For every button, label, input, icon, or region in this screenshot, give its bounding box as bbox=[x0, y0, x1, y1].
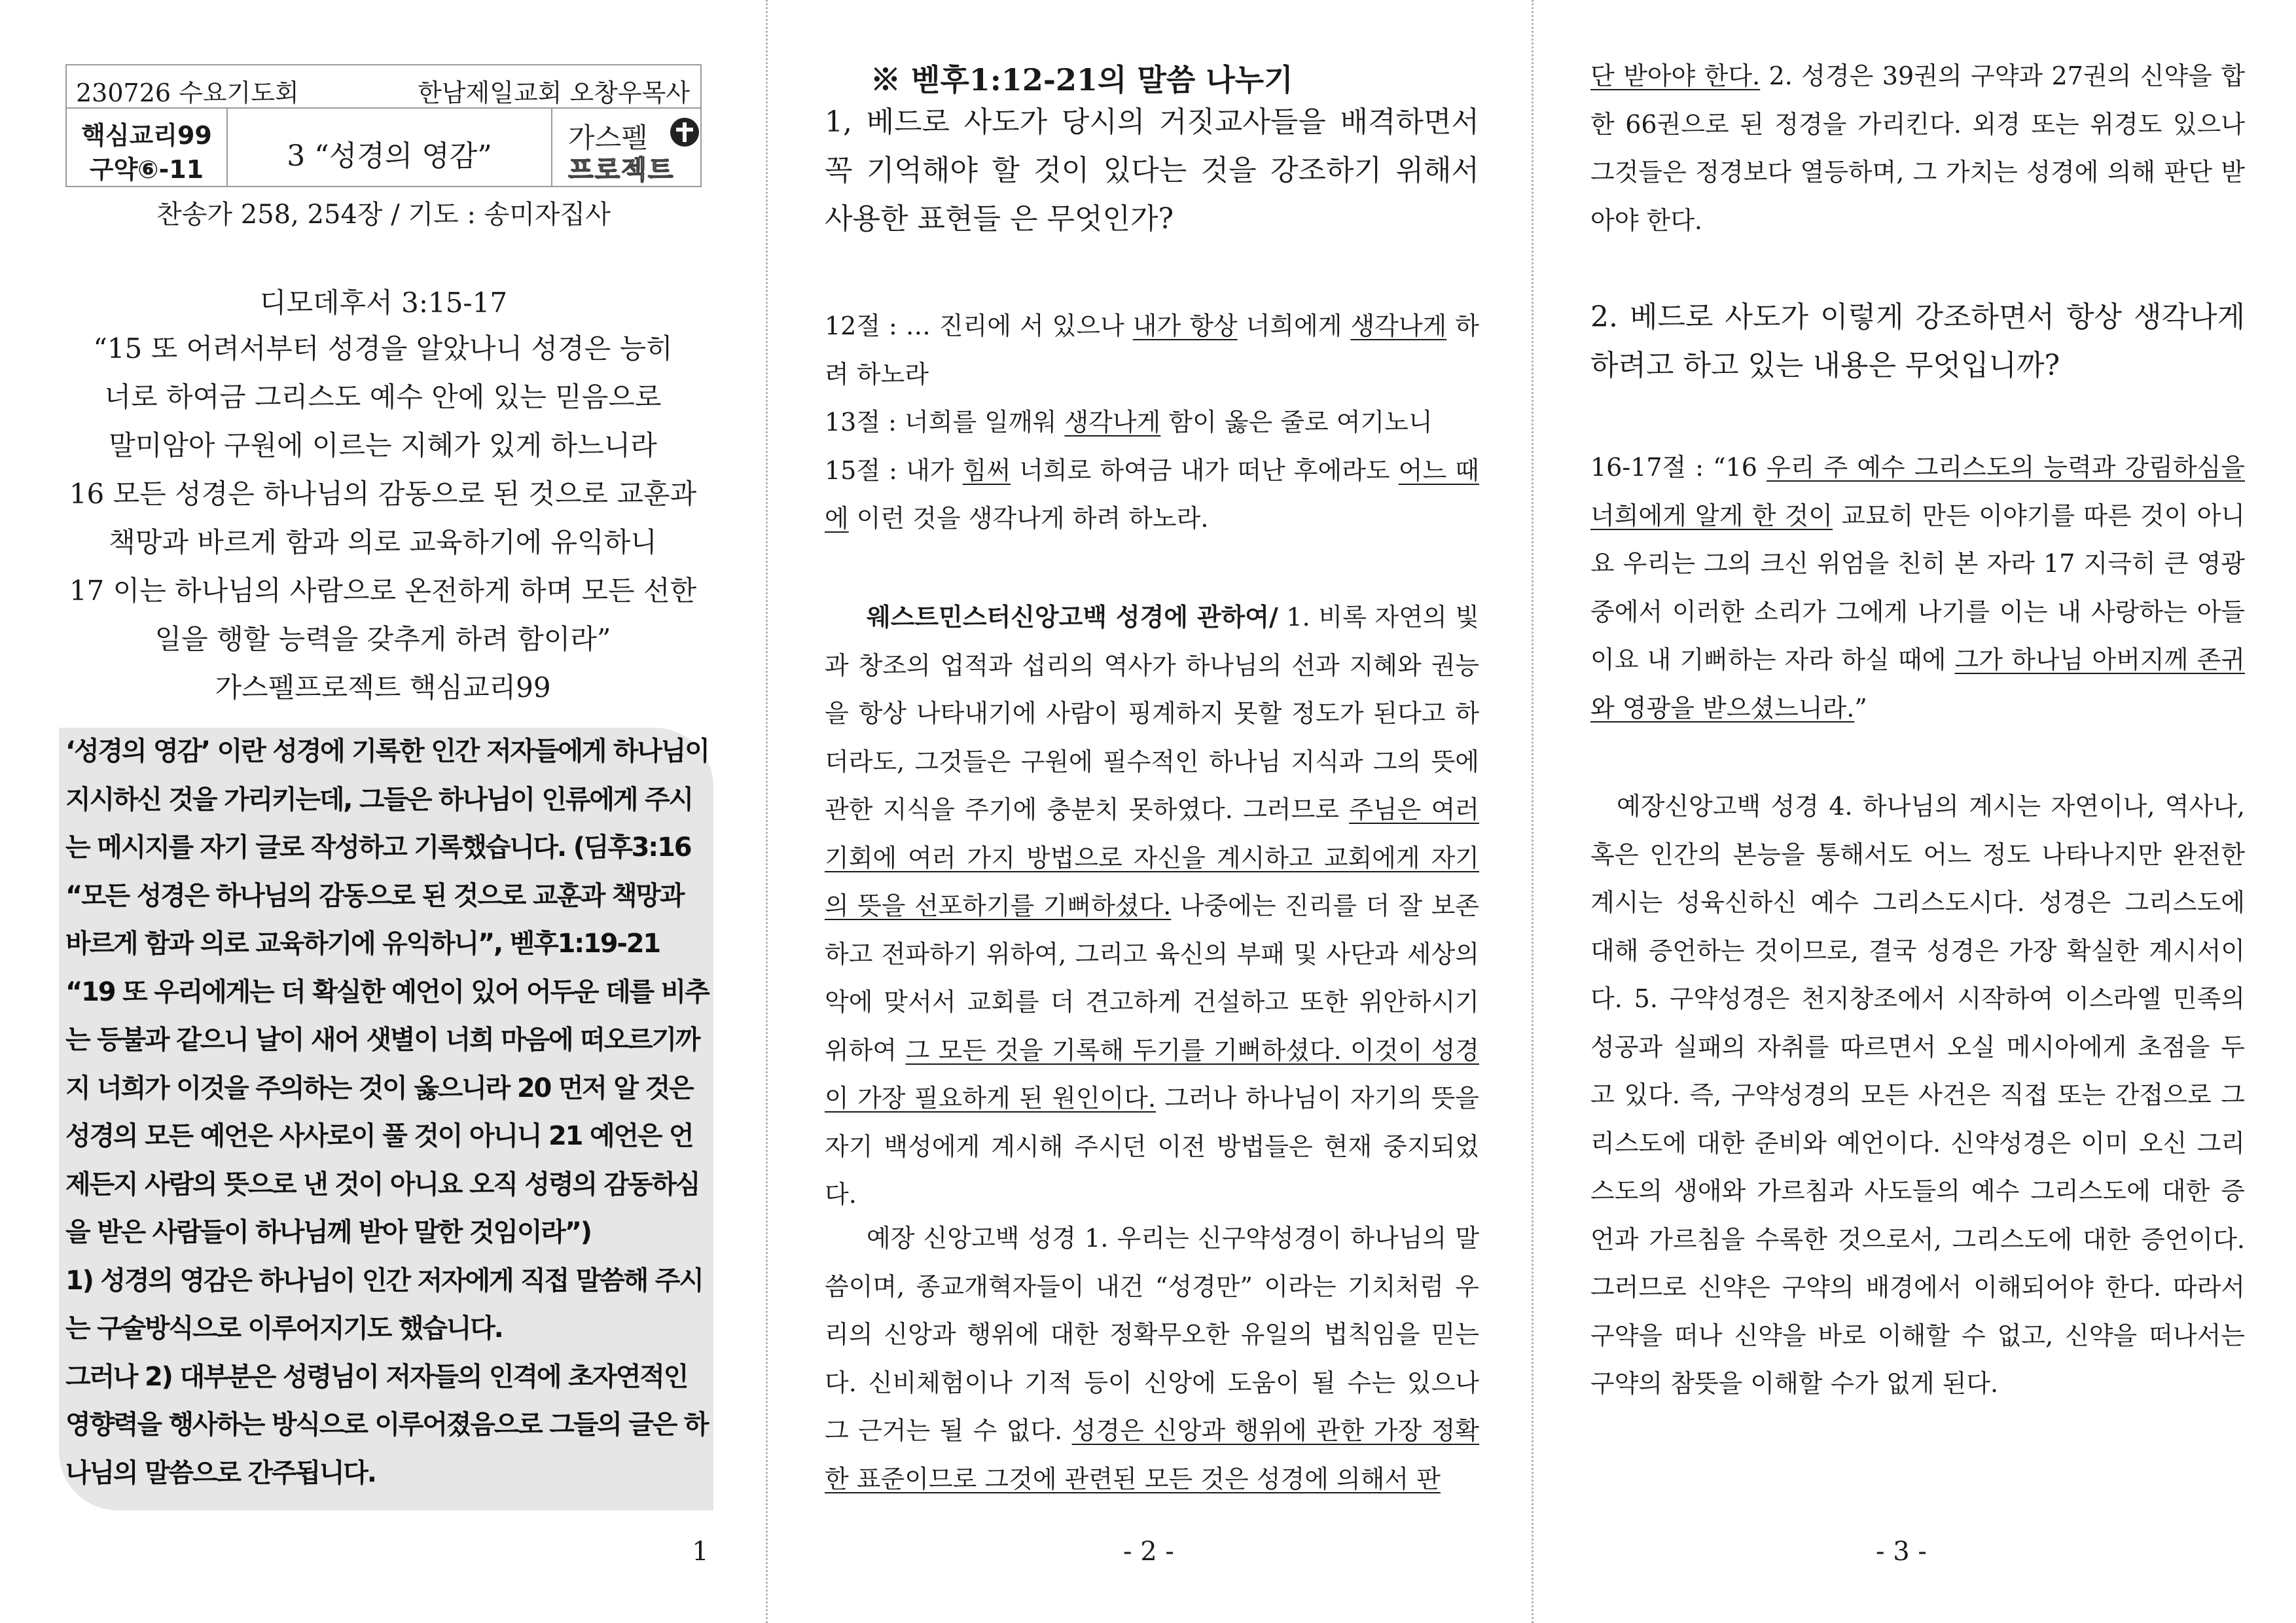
westminster-confession: 웨스트민스터신앙고백 성경에 관하여/ 1. 비록 자연의 빛과 창조의 업적과 섭리의 역사가 하나님의 선과 지혜와 권능을 항상 나타내기에 사람이 핑계하지 못할 정도가 된다고 하더라도, 그것들은 구원에 필수적인 하나님 지식과 그의 뜻에 관한 지식을 주기에 충분치 못하였다. 그러므로 주님은 여러 기회에 여러 가지 방법으로 자신을 계시하고 교회에게 자기의 뜻을 선포하기를 기뻐하셨다. 나중에는 진리를 더 잘 보존하고 전파하기 위하여, 그리고 육신의 부패 및 사단과 세상의 악에 맞서서 교회를 더 견고하게 건설하고 또한 위안하시기 위하여 그 모든 것을 기록해 두기를 기뻐하셨다. 이것이 성경이 가장 필요하게 된 원인이다. 그러나 하나님이 자기의 뜻을 자기 백성에게 계시해 주시던 이전 방법들은 현재 중지되었다. bbox=[825, 602, 1480, 1209]
verse-16-17: 16-17절 : “16 우리 주 예수 그리스도의 능력과 강림하심을 너희에게 알게 한 것이 교묘히 만든 이야기를 따른 것이 아니요 우리는 그의 크신 위엄을 친히 본 자라 17 지극히 큰 영광중에서 이러한 소리가 그에게 나기를 이는 내 사랑하는 아들이요 내 기뻐하는 자라 하실 때에 그가 하나님 아버지께 존귀와 영광을 받으셨느니라.” bbox=[1590, 453, 2246, 722]
page-number: - 3 - bbox=[1876, 1537, 1927, 1567]
verse-answers bbox=[825, 302, 1479, 543]
header-top-row bbox=[67, 65, 700, 109]
brand-logo bbox=[552, 109, 700, 186]
lesson-title: 3 “성경의 영감” bbox=[287, 139, 492, 173]
scripture-line: 말미암아 구원에 이르는 지혜가 있게 하느니라 bbox=[109, 429, 657, 461]
yejang-continued: 단 받아야 한다. 2. 성경은 39권의 구약과 27권의 신약을 합한 66권으로 된 정경을 가리킨다. 외경 또는 위경도 있으나 그것들은 정경보다 열등하며, 그 가치는 성경에 의해 판단 받아야 한다. bbox=[1590, 62, 2245, 235]
church-pastor: 한남제일교회 오창우목사 bbox=[418, 79, 690, 107]
page-2 bbox=[766, 0, 1532, 1623]
brand-top-text: 가스펠 bbox=[568, 122, 648, 154]
yejang-confession: 예장 신앙고백 성경 1. 우리는 신구약성경이 하나님의 말씀이며, 종교개혁자들이 내건 “성경만” 이라는 기치처럼 우리의 신앙과 행위에 대한 정확무오한 유일의 법칙임을 믿는다. 신비체험이나 기적 등이 신앙에 도움이 될 수는 있으나 그 근거는 될 수 없다. 성경은 신앙과 행위에 관한 가장 정확한 표준이므로 그것에 관련된 모든 것은 성경에 의해서 판 bbox=[825, 1224, 1479, 1493]
lesson-cell bbox=[228, 109, 552, 186]
brand-bottom-text: 프로젝트 bbox=[568, 155, 675, 185]
verse-15: 15절 : 내가 힘써 너희로 하여금 내가 떠난 후에라도 어느 때에 이런 것을 생각나게 하려 하노라. bbox=[825, 455, 1479, 533]
question-2 bbox=[1590, 293, 2245, 390]
verse-12: 12절 : … 진리에 서 있으나 내가 항상 너희에게 생각나게 하려 하노라 bbox=[825, 312, 1479, 389]
verse-13: 13절 : 너희를 일깨워 생각나게 함이 옳은 줄로 여기노니 bbox=[825, 408, 1433, 437]
confession-heading: 웨스트민스터신앙고백 성경에 관하여/ bbox=[867, 602, 1278, 632]
scripture-line: 너로 하여금 그리스도 예수 안에 있는 믿음으로 bbox=[104, 381, 662, 413]
scripture-reference: 디모데후서 3:15-17 bbox=[259, 287, 508, 319]
sharing-title: ※ 벧후1:12-21의 말씀 나누기 bbox=[870, 62, 1293, 98]
scripture-line: 16 모든 성경은 하나님의 감동으로 된 것으로 교훈과 bbox=[69, 478, 697, 510]
scripture-line: 일을 행할 능력을 갖추게 하려 함이라” bbox=[154, 623, 611, 655]
source-line: 가스펠프로젝트 핵심교리99 bbox=[215, 671, 551, 704]
scripture-line: 책망과 바르게 함과 의로 교육하기에 유익하니 bbox=[109, 526, 657, 558]
scripture-line: 17 이는 하나님의 사람으로 온전하게 하며 모든 선한 bbox=[69, 575, 697, 607]
series-book: 구약⑥-11 bbox=[89, 155, 204, 184]
series-title: 핵심교리99 bbox=[81, 121, 212, 150]
question-1 bbox=[825, 98, 1479, 243]
question-1-text: 1, 베드로 사도가 당시의 거짓교사들을 배격하면서 꼭 기억해야 할 것이 있다는 것을 강조하기 위해서 사용한 표현들 은 무엇인가? bbox=[825, 105, 1479, 236]
scripture-line: “15 또 어려서부터 성경을 알았나니 성경은 능히 bbox=[93, 332, 673, 365]
inspiration-explanation bbox=[65, 728, 713, 1497]
question-2-text: 2. 베드로 사도가 이렇게 강조하면서 항상 생각나게 하려고 하고 있는 내용은 무엇입니까? bbox=[1590, 300, 2245, 382]
bulletin-header bbox=[65, 64, 702, 187]
explanation-paragraph: 1) 성경의 영감은 하나님이 인간 저자에게 직접 말씀해 주시는 구술방식으로 이루어지기도 했습니다. bbox=[65, 1265, 703, 1344]
series-cell bbox=[67, 109, 228, 186]
page-number: 1 bbox=[692, 1537, 709, 1567]
page-3 bbox=[1532, 0, 2296, 1623]
scripture-passage bbox=[59, 325, 707, 712]
cross-icon bbox=[670, 118, 699, 147]
page-number: - 2 - bbox=[1123, 1537, 1174, 1567]
meeting-date: 230726 수요기도회 bbox=[76, 79, 299, 107]
page-1 bbox=[0, 0, 766, 1623]
hymn-prayer-line: 찬송가 258, 254장 / 기도 : 송미자집사 bbox=[156, 200, 611, 230]
explanation-paragraph: ‘성경의 영감’ 이란 성경에 기록한 인간 저자들에게 하나님이 지시하신 것을 가리키는데, 그들은 하나님이 인류에게 주시는 메시지를 자기 글로 작성하고 기록했습니다. (딤후3:16 “모든 성경은 하나님의 감동으로 된 것으로 교훈과 책망과 바르게 함과 의로 교육하기에 유익하니”, 벧후1:19-21 “19 또 우리에게는 더 확실한 예언이 있어 어두운 데를 비추는 등불과 같으니 날이 새어 샛별이 너희 마음에 떠오르기까지 너희가 이것을 주의하는 것이 옳으니라 20 먼저 알 것은 성경의 모든 예언은 사사로이 풀 것이 아니니 21 예언은 언제든지 사람의 뜻으로 낸 것이 아니요 오직 성령의 감동하심을 받은 사람들이 하나님께 받아 말한 것임이라”) bbox=[65, 736, 709, 1247]
explanation-paragraph: 그러나 2) 대부분은 성령님이 저자들의 인격에 초자연적인 영향력을 행사하는 방식으로 이루어졌음으로 그들의 글은 하나님의 말씀으로 간주됩니다. bbox=[65, 1361, 708, 1488]
yejang-confession-4-5: 예장신앙고백 성경 4. 하나님의 계시는 자연이나, 역사나, 혹은 인간의 본능을 통해서도 어느 정도 나타나지만 완전한 계시는 성육신하신 예수 그리스도시다. 성경은 그리스도에 대해 증언하는 것이므로, 결국 성경은 가장 확실한 계시서이다. 5. 구약성경은 천지창조에서 시작하여 이스라엘 민족의 성공과 실패의 자취를 따르면서 오실 메시아에게 초점을 두고 있다. 즉, 구약성경의 모든 사건은 직접 또는 간접으로 그리스도에 대한 준비와 예언이다. 신약성경은 이미 오신 그리스도의 생애와 가르침과 사도들의 예수 그리스도에 대한 증언과 가르침을 수록한 것으로서, 그리스도에 대한 증언이다. 그러므로 신약은 구약의 배경에서 이해되어야 한다. 따라서 구약을 떠나 신약을 바로 이해할 수 없고, 신약을 떠나서는 구약의 참뜻을 이해할 수가 없게 된다. bbox=[1590, 792, 2245, 1398]
